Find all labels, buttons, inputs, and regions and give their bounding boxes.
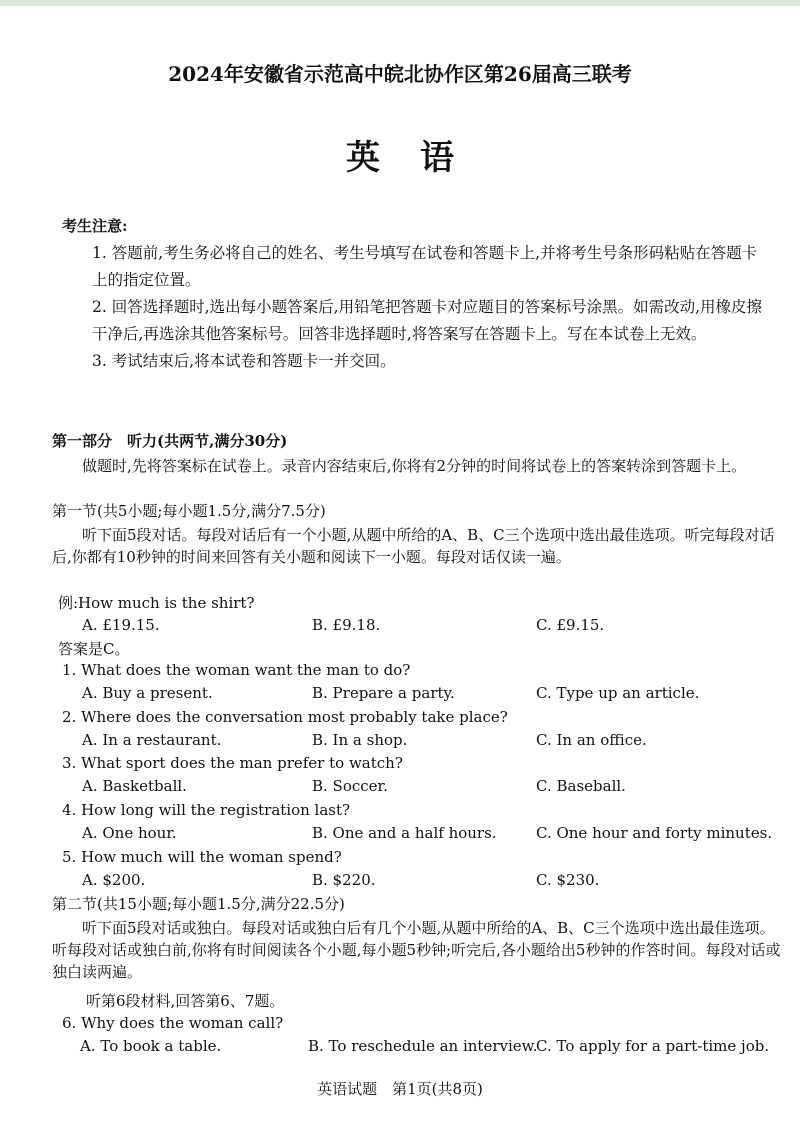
example-answer: 答案是C。 [58, 640, 130, 658]
question-3: 3. What sport does the man prefer to watch? [62, 754, 403, 772]
q4-option-c: C. One hour and forty minutes. [536, 824, 773, 842]
q4-option-b: B. One and a half hours. [312, 824, 497, 842]
q1-option-b: B. Prepare a party. [312, 684, 455, 702]
q6-option-b: B. To reschedule an interview. [308, 1037, 538, 1055]
notice-list [92, 240, 772, 375]
notice-item: 1. 答题前,考生务必将自己的姓名、考生号填写在试卷和答题卡上,并将考生号条形码粘贴在答题卡上的指定位置。 [92, 244, 758, 289]
exam-title: 2024年安徽省示范高中皖北协作区第26届高三联考 [168, 62, 632, 86]
question-5: 5. How much will the woman spend? [62, 848, 342, 866]
part1-instruction: 做题时,先将答案标在试卷上。录音内容结束后,你将有2分钟的时间将试卷上的答案转涂到答题卡上。 [82, 457, 747, 475]
example-option-c: C. £9.15. [536, 616, 605, 634]
q3-option-a: A. Basketball. [82, 777, 187, 795]
q4-option-a: A. One hour. [82, 824, 177, 842]
example-option-b: B. £9.18. [312, 616, 381, 634]
q5-option-a: A. $200. [82, 871, 146, 889]
material-note: 听第6段材料,回答第6、7题。 [86, 992, 285, 1010]
example-option-a: A. £19.15. [82, 616, 160, 634]
page-footer: 英语试题 第1页(共8页) [317, 1080, 483, 1098]
question-1: 1. What does the woman want the man to do? [62, 661, 411, 679]
q5-option-b: B. $220. [312, 871, 376, 889]
q1-option-a: A. Buy a present. [82, 684, 213, 702]
subject-title: 英语 [346, 138, 494, 178]
question-6: 6. Why does the woman call? [62, 1014, 284, 1032]
q6-option-c: C. To apply for a part-time job. [536, 1037, 770, 1055]
q2-option-c: C. In an office. [536, 731, 647, 749]
q1-option-c: C. Type up an article. [536, 684, 700, 702]
section2-heading: 第二节(共15小题;每小题1.5分,满分22.5分) [52, 895, 345, 913]
question-2: 2. Where does the conversation most probably take place? [62, 708, 508, 726]
q5-option-c: C. $230. [536, 871, 600, 889]
section2-instruction: 听下面5段对话或独白。每段对话或独白后有几个小题,从题中所给的A、B、C三个选项中选出最佳选项。听每段对话或独白前,你将有时间阅读各个小题,每小题5秒钟;听完后,各小题给出5秒钟的作答时间。每段对话或独白读两遍。 [52, 919, 781, 981]
notice-item: 3. 考试结束后,将本试卷和答题卡一并交回。 [92, 352, 396, 370]
notice-item: 2. 回答选择题时,选出每小题答案后,用铅笔把答题卡对应题目的答案标号涂黑。如需改动,用橡皮擦干净后,再选涂其他答案标号。回答非选择题时,将答案写在答题卡上。写在本试卷上无效。 [92, 298, 762, 343]
q2-option-a: A. In a restaurant. [82, 731, 222, 749]
notice-heading: 考生注意: [62, 217, 128, 235]
example-question: 例:How much is the shirt? [58, 594, 255, 612]
question-4: 4. How long will the registration last? [62, 801, 351, 819]
q6-option-a: A. To book a table. [80, 1037, 222, 1055]
q3-option-b: B. Soccer. [312, 777, 388, 795]
q2-option-b: B. In a shop. [312, 731, 408, 749]
q3-option-c: C. Baseball. [536, 777, 626, 795]
part1-heading: 第一部分 听力(共两节,满分30分) [52, 432, 288, 450]
section1-heading: 第一节(共5小题;每小题1.5分,满分7.5分) [52, 502, 326, 520]
top-border [0, 0, 800, 6]
section1-instruction: 听下面5段对话。每段对话后有一个小题,从题中所给的A、B、C三个选项中选出最佳选项。听完每段对话后,你都有10秒钟的时间来回答有关小题和阅读下一小题。每段对话仅读一遍。 [52, 526, 775, 566]
